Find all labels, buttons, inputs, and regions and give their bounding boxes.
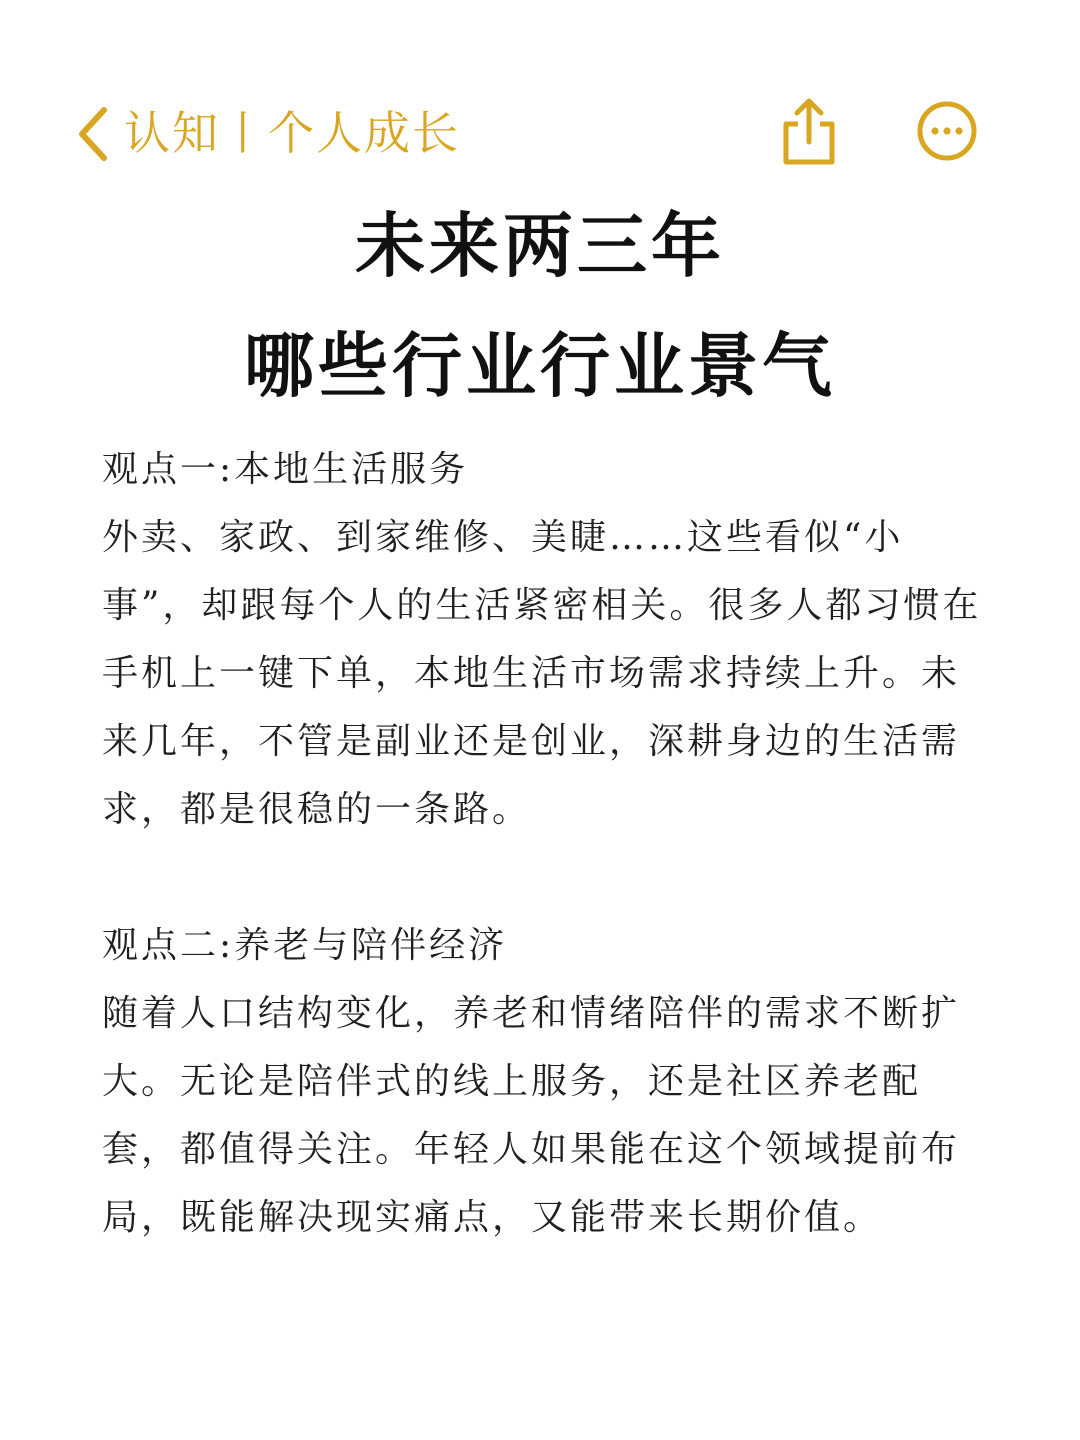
article-title-line-1: 未来两三年 bbox=[355, 204, 725, 287]
viewpoint-section-2 bbox=[102, 912, 982, 1252]
section-heading: 观点一:本地生活服务 bbox=[102, 449, 469, 490]
more-circle-icon bbox=[914, 149, 980, 168]
back-button[interactable] bbox=[70, 98, 114, 168]
chevron-left-icon bbox=[70, 98, 114, 168]
more-button[interactable] bbox=[914, 98, 980, 164]
top-navigation-bar bbox=[0, 88, 1080, 178]
article-title-line-2: 哪些行业行业景气 bbox=[244, 324, 836, 407]
section-body: 随着人口结构变化，养老和情绪陪伴的需求不断扩大。无论是陪伴式的线上服务，还是社区养老配套，都值得关注。年轻人如果能在这个领域提前布局，既能解决现实痛点，又能带来长期价值。 bbox=[102, 993, 961, 1238]
section-heading: 观点二:养老与陪伴经济 bbox=[102, 925, 508, 966]
share-icon bbox=[776, 153, 842, 172]
share-button[interactable] bbox=[776, 94, 842, 168]
viewpoint-section-1 bbox=[102, 436, 982, 844]
nav-title: 认知丨个人成长 bbox=[124, 106, 460, 160]
section-body: 外卖、家政、到家维修、美睫……这些看似“小事”，却跟每个人的生活紧密相关。很多人都习惯在手机上一键下单，本地生活市场需求持续上升。未来几年，不管是副业还是创业，深耕身边的生活需求，都是很稳的一条路。 bbox=[102, 517, 982, 830]
